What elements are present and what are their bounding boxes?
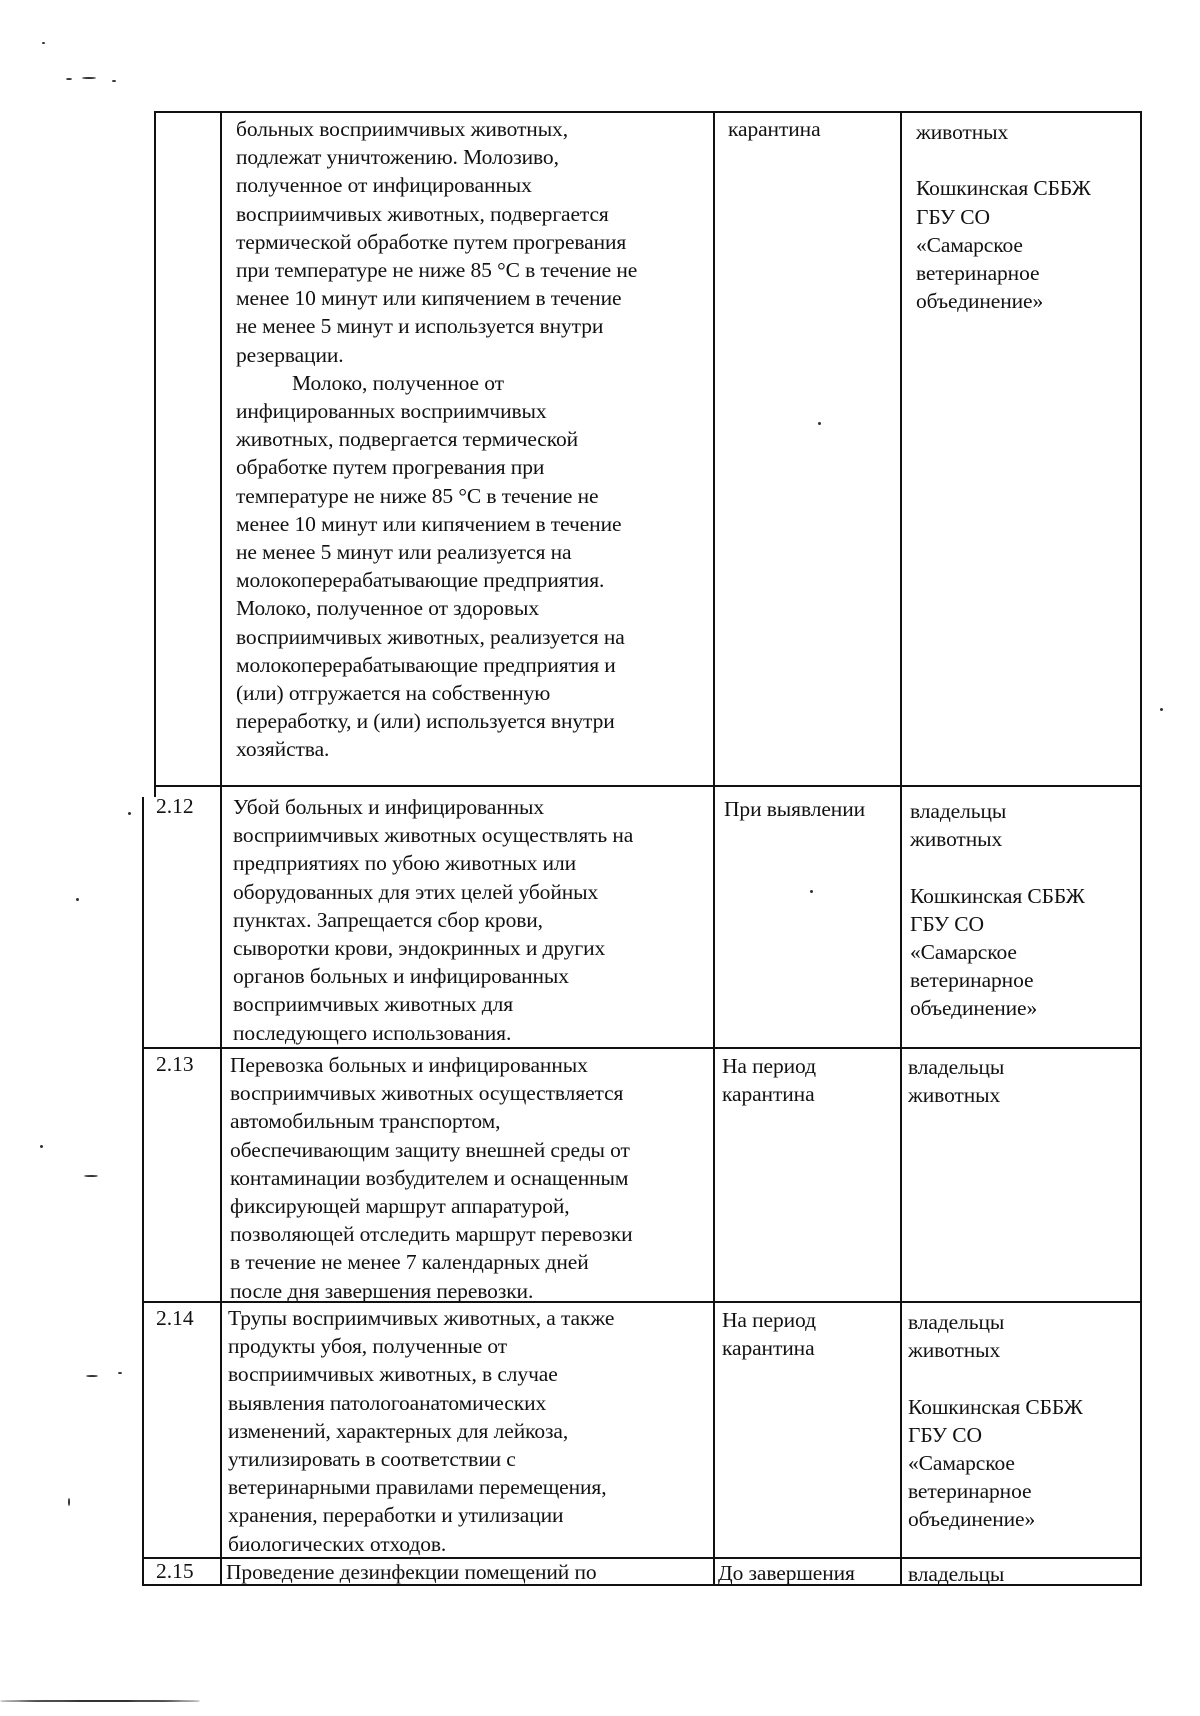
text-line: переработку, и (или) используется внутри bbox=[236, 709, 615, 734]
table-border-left bbox=[142, 797, 144, 1586]
scan-speck bbox=[818, 422, 821, 425]
text-line: объединение» bbox=[910, 996, 1038, 1021]
text-line: животных bbox=[908, 1338, 1001, 1363]
scan-speck bbox=[40, 1145, 43, 1148]
text-line: Кошкинская СББЖ bbox=[910, 883, 1085, 908]
text-line: ГБУ СО bbox=[916, 204, 990, 229]
scan-speck bbox=[42, 42, 45, 44]
text-line: менее 10 минут или кипячением в течение bbox=[236, 286, 622, 311]
text-line: молокоперерабатывающие предприятия и bbox=[236, 652, 616, 677]
table-border-top bbox=[154, 111, 1142, 113]
scan-speck bbox=[118, 1372, 122, 1374]
text-line: При выявлении bbox=[724, 797, 866, 821]
text-line: обеспечивающим защиту внешней среды от bbox=[230, 1137, 630, 1162]
text-line: молокоперерабатывающие предприятия. bbox=[236, 568, 605, 593]
row-continuation-term bbox=[728, 115, 821, 143]
row-2-14-measure bbox=[228, 1304, 614, 1558]
text-line: контаминации возбудителем и оснащенным bbox=[230, 1165, 629, 1190]
row-2-14-term bbox=[722, 1306, 816, 1362]
row-continuation-responsible bbox=[916, 118, 1091, 315]
text-line: полученное от инфицированных bbox=[236, 173, 532, 198]
text-line: владельцы bbox=[908, 1055, 1005, 1079]
text-line: владельцы bbox=[910, 799, 1007, 823]
text-line: Молоко, полученное от здоровых bbox=[236, 596, 540, 621]
text-line: при температуре не ниже 85 °С в течение не bbox=[236, 258, 638, 283]
text-line: Перевозка больных и инфицированных bbox=[230, 1053, 588, 1077]
scan-speck bbox=[76, 898, 79, 901]
row-number: 2.12 bbox=[156, 794, 194, 818]
text-line: ветеринарное bbox=[908, 1479, 1032, 1504]
scan-speck bbox=[68, 1498, 70, 1506]
text-line: Кошкинская СББЖ bbox=[916, 176, 1091, 201]
text-line: хозяйства. bbox=[236, 737, 330, 762]
text-line: ветеринарное bbox=[916, 261, 1040, 285]
text-line: Кошкинская СББЖ bbox=[908, 1394, 1083, 1419]
text-line: восприимчивых животных, в случае bbox=[228, 1362, 558, 1387]
text-line: фиксирующей маршрут аппаратурой, bbox=[230, 1194, 570, 1219]
text-line: животных bbox=[908, 1083, 1001, 1108]
column-divider bbox=[900, 111, 902, 1586]
row-2-12-term bbox=[724, 795, 865, 823]
text-line: обработке путем прогревания при bbox=[236, 455, 545, 480]
text-line: биологических отходов. bbox=[228, 1531, 447, 1556]
row-2-13-term bbox=[722, 1052, 816, 1108]
text-line: карантина bbox=[728, 117, 821, 141]
row-2-13-measure bbox=[230, 1051, 633, 1305]
text-line: ГБУ СО bbox=[910, 911, 984, 936]
text-line: позволяющей отследить маршрут перевозки bbox=[230, 1222, 633, 1247]
column-divider bbox=[713, 111, 715, 1586]
scan-speck bbox=[82, 77, 96, 79]
scan-speck bbox=[128, 812, 131, 815]
text-line: менее 10 минут или кипячением в течение bbox=[236, 511, 622, 536]
table-border-left bbox=[154, 111, 156, 797]
row-number: 2.15 bbox=[156, 1559, 194, 1583]
text-line: Проведение дезинфекции помещений по bbox=[226, 1560, 597, 1584]
scan-speck bbox=[0, 1700, 200, 1702]
text-line: объединение» bbox=[916, 289, 1044, 314]
row-2-13-responsible bbox=[908, 1053, 1004, 1109]
text-line: ветеринарными правилами перемещения, bbox=[228, 1475, 607, 1500]
text-line: резервации. bbox=[236, 342, 344, 367]
text-line: хранения, переработки и утилизации bbox=[228, 1503, 564, 1528]
scan-speck bbox=[112, 80, 116, 82]
text-line: восприимчивых животных осуществлять на bbox=[233, 823, 634, 848]
text-line: после дня завершения перевозки. bbox=[230, 1278, 534, 1303]
text-line: На период bbox=[722, 1054, 816, 1078]
text-line: «Самарское bbox=[916, 232, 1023, 257]
text-line: Молоко, полученное от bbox=[292, 370, 504, 395]
text-line: До завершения bbox=[718, 1561, 855, 1585]
text-line: предприятиях по убою животных или bbox=[233, 851, 576, 876]
scan-speck bbox=[810, 890, 813, 893]
text-line: не менее 5 минут или реализуется на bbox=[236, 540, 572, 565]
text-line: больных восприимчивых животных, bbox=[236, 117, 568, 141]
text-line: восприимчивых животных для bbox=[233, 992, 514, 1017]
text-line: температуре не ниже 85 °С в течение не bbox=[236, 483, 599, 508]
text-line: «Самарское bbox=[910, 940, 1017, 964]
scan-speck bbox=[66, 78, 72, 80]
text-line: «Самарское bbox=[908, 1451, 1015, 1475]
text-line: животных, подвергается термической bbox=[236, 427, 579, 452]
text-line: восприимчивых животных, подвергается bbox=[236, 201, 609, 226]
text-line: (или) отгружается на собственную bbox=[236, 681, 551, 706]
text-line: объединение» bbox=[908, 1507, 1036, 1532]
text-line: термической обработке путем прогревания bbox=[236, 229, 627, 254]
text-line: автомобильным транспортом, bbox=[230, 1109, 501, 1134]
text-line: животных bbox=[916, 120, 1009, 144]
scan-speck bbox=[1160, 708, 1163, 711]
text-line: владельцы bbox=[908, 1562, 1005, 1586]
scan-speck bbox=[84, 1175, 98, 1177]
text-line: последующего использования. bbox=[233, 1020, 512, 1045]
text-line: владельцы bbox=[908, 1310, 1005, 1334]
row-number: 2.14 bbox=[156, 1306, 194, 1330]
text-line: в течение не менее 7 календарных дней bbox=[230, 1250, 589, 1275]
text-line: Трупы восприимчивых животных, а также bbox=[228, 1306, 615, 1330]
text-line: оборудованных для этих целей убойных bbox=[233, 879, 599, 904]
text-line: сыворотки крови, эндокринных и других bbox=[233, 936, 606, 961]
row-continuation-measure bbox=[236, 115, 637, 764]
text-line: карантина bbox=[722, 1082, 815, 1107]
row-separator bbox=[154, 785, 1142, 787]
text-line: ГБУ СО bbox=[908, 1422, 982, 1447]
row-2-15-measure bbox=[226, 1558, 597, 1586]
text-line bbox=[908, 1364, 1083, 1392]
row-number: 2.13 bbox=[156, 1052, 194, 1076]
scan-speck bbox=[86, 1375, 98, 1377]
row-separator bbox=[142, 1047, 1142, 1049]
table-border-right bbox=[1140, 111, 1142, 1586]
text-line: Убой больных и инфицированных bbox=[233, 795, 545, 819]
row-2-12-measure bbox=[233, 793, 633, 1047]
text-line: не менее 5 минут и используется внутри bbox=[236, 314, 604, 339]
row-2-14-responsible bbox=[908, 1308, 1083, 1534]
text-line: инфицированных восприимчивых bbox=[236, 399, 547, 424]
row-2-12-responsible bbox=[910, 797, 1085, 1023]
text-line bbox=[916, 146, 1091, 174]
text-line: восприимчивых животных осуществляется bbox=[230, 1081, 624, 1106]
text-line: На период bbox=[722, 1308, 816, 1332]
text-line: ветеринарное bbox=[910, 968, 1034, 993]
text-line: органов больных и инфицированных bbox=[233, 964, 569, 989]
row-2-15-term bbox=[718, 1559, 855, 1587]
text-line: карантина bbox=[722, 1336, 815, 1361]
text-line: выявления патологоанатомических bbox=[228, 1390, 547, 1415]
text-line bbox=[910, 853, 1085, 881]
row-2-15-responsible bbox=[908, 1560, 1004, 1588]
text-line: продукты убоя, полученные от bbox=[228, 1334, 508, 1359]
text-line: утилизировать в соответствии с bbox=[228, 1447, 516, 1472]
column-divider bbox=[220, 111, 222, 1586]
text-line: животных bbox=[910, 827, 1003, 852]
text-line: изменений, характерных для лейкоза, bbox=[228, 1418, 569, 1443]
text-line: восприимчивых животных, реализуется на bbox=[236, 624, 625, 649]
text-line: пунктах. Запрещается сбор крови, bbox=[233, 907, 543, 932]
text-line: подлежат уничтожению. Молозиво, bbox=[236, 145, 559, 170]
